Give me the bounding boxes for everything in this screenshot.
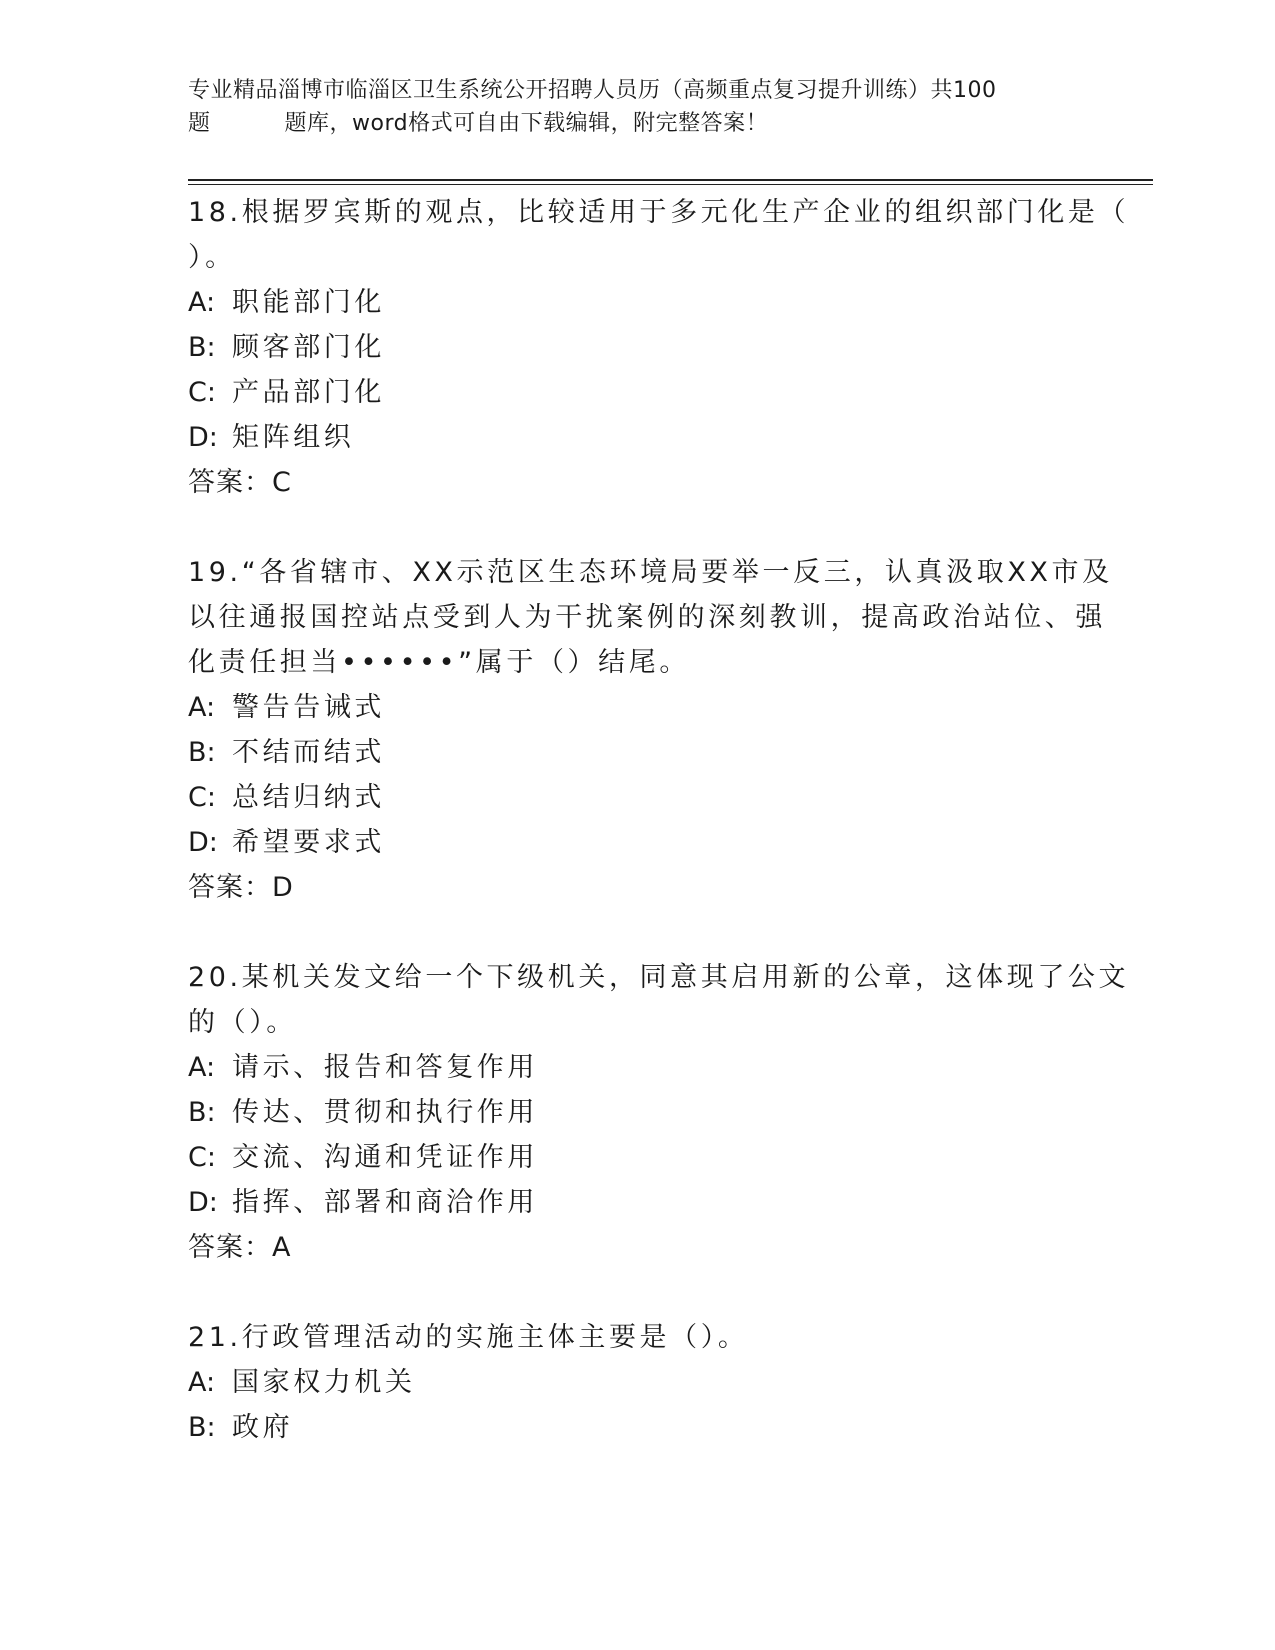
answer-option bbox=[188, 1090, 1088, 1135]
option-label: B: bbox=[188, 737, 216, 768]
answer-key: 答案：D bbox=[188, 872, 294, 903]
page-header bbox=[188, 74, 1088, 140]
option-label: B: bbox=[188, 1412, 216, 1443]
header-rule-thin bbox=[188, 184, 1153, 185]
answer-key: 答案：C bbox=[188, 467, 292, 498]
option-label: D: bbox=[188, 827, 218, 858]
answer-option bbox=[188, 775, 1088, 820]
header-line-1: 专业精品淄博市临淄区卫生系统公开招聘人员历（高频重点复习提升训练）共100 bbox=[188, 78, 997, 103]
option-text: 警告告诫式 bbox=[232, 692, 385, 723]
option-label: B: bbox=[188, 1097, 216, 1128]
question-text-line: ）。 bbox=[188, 242, 236, 273]
header-line-2-start: 题 bbox=[188, 111, 211, 136]
question-text bbox=[188, 1315, 1088, 1360]
question-text bbox=[188, 955, 1130, 1045]
answer-option bbox=[188, 685, 1088, 730]
question-block bbox=[188, 550, 1113, 955]
question-block bbox=[188, 1315, 1088, 1450]
header-line-2 bbox=[188, 107, 1088, 140]
answer-option bbox=[188, 820, 1088, 865]
option-text: 政府 bbox=[232, 1412, 294, 1443]
question-text-line: 18.根据罗宾斯的观点，比较适用于多元化生产企业的组织部门化是（ bbox=[188, 197, 1130, 228]
question-spacer bbox=[188, 505, 1088, 550]
option-text: 顾客部门化 bbox=[232, 332, 385, 363]
question-spacer bbox=[188, 910, 1088, 955]
option-text: 传达、贯彻和执行作用 bbox=[232, 1097, 538, 1128]
option-text: 请示、报告和答复作用 bbox=[232, 1052, 538, 1083]
option-text: 产品部门化 bbox=[232, 377, 385, 408]
option-text: 职能部门化 bbox=[232, 287, 385, 318]
answer-option bbox=[188, 325, 1088, 370]
question-text-line: 21.行政管理活动的实施主体主要是（）。 bbox=[188, 1322, 749, 1353]
header-rule-thick bbox=[188, 179, 1153, 181]
answer-option bbox=[188, 1180, 1088, 1225]
question-spacer bbox=[188, 1270, 1088, 1315]
question-block bbox=[188, 190, 1130, 550]
question-text bbox=[188, 190, 1130, 280]
option-text: 交流、沟通和凭证作用 bbox=[232, 1142, 538, 1173]
question-text-line: 以往通报国控站点受到人为干扰案例的深刻教训，提高政治站位、强 bbox=[188, 602, 1106, 633]
option-label: C: bbox=[188, 1142, 216, 1173]
answer-option bbox=[188, 415, 1088, 460]
answer-option bbox=[188, 1360, 1088, 1405]
option-text: 国家权力机关 bbox=[232, 1367, 416, 1398]
question-text-line: 19.“各省辖市、XX示范区生态环境局要举一反三，认真汲取XX市及 bbox=[188, 557, 1113, 588]
question-list bbox=[188, 190, 1130, 1450]
answer-option bbox=[188, 280, 1088, 325]
question-block bbox=[188, 955, 1130, 1315]
option-text: 指挥、部署和商洽作用 bbox=[232, 1187, 538, 1218]
question-text-line: 的（）。 bbox=[188, 1007, 297, 1038]
answer-option bbox=[188, 370, 1088, 415]
answer-key: 答案：A bbox=[188, 1232, 292, 1263]
option-label: D: bbox=[188, 422, 218, 453]
answer-option bbox=[188, 1045, 1088, 1090]
question-text bbox=[188, 550, 1113, 685]
option-label: B: bbox=[188, 332, 216, 363]
option-text: 矩阵组织 bbox=[232, 422, 355, 453]
answer-option bbox=[188, 1405, 1088, 1450]
option-text: 希望要求式 bbox=[232, 827, 385, 858]
answer-option bbox=[188, 730, 1088, 775]
question-text-line: 20.某机关发文给一个下级机关，同意其启用新的公章，这体现了公文 bbox=[188, 962, 1130, 993]
option-label: C: bbox=[188, 377, 216, 408]
option-label: A: bbox=[188, 1367, 216, 1398]
option-label: A: bbox=[188, 692, 216, 723]
option-label: C: bbox=[188, 782, 216, 813]
option-label: D: bbox=[188, 1187, 218, 1218]
option-text: 总结归纳式 bbox=[232, 782, 385, 813]
option-text: 不结而结式 bbox=[232, 737, 385, 768]
header-line-2-rest: 题库，word格式可自由下载编辑，附完整答案！ bbox=[284, 111, 769, 136]
answer-option bbox=[188, 1135, 1088, 1180]
question-text-line: 化责任担当••••••”属于（）结尾。 bbox=[188, 647, 690, 678]
option-label: A: bbox=[188, 287, 216, 318]
option-label: A: bbox=[188, 1052, 216, 1083]
